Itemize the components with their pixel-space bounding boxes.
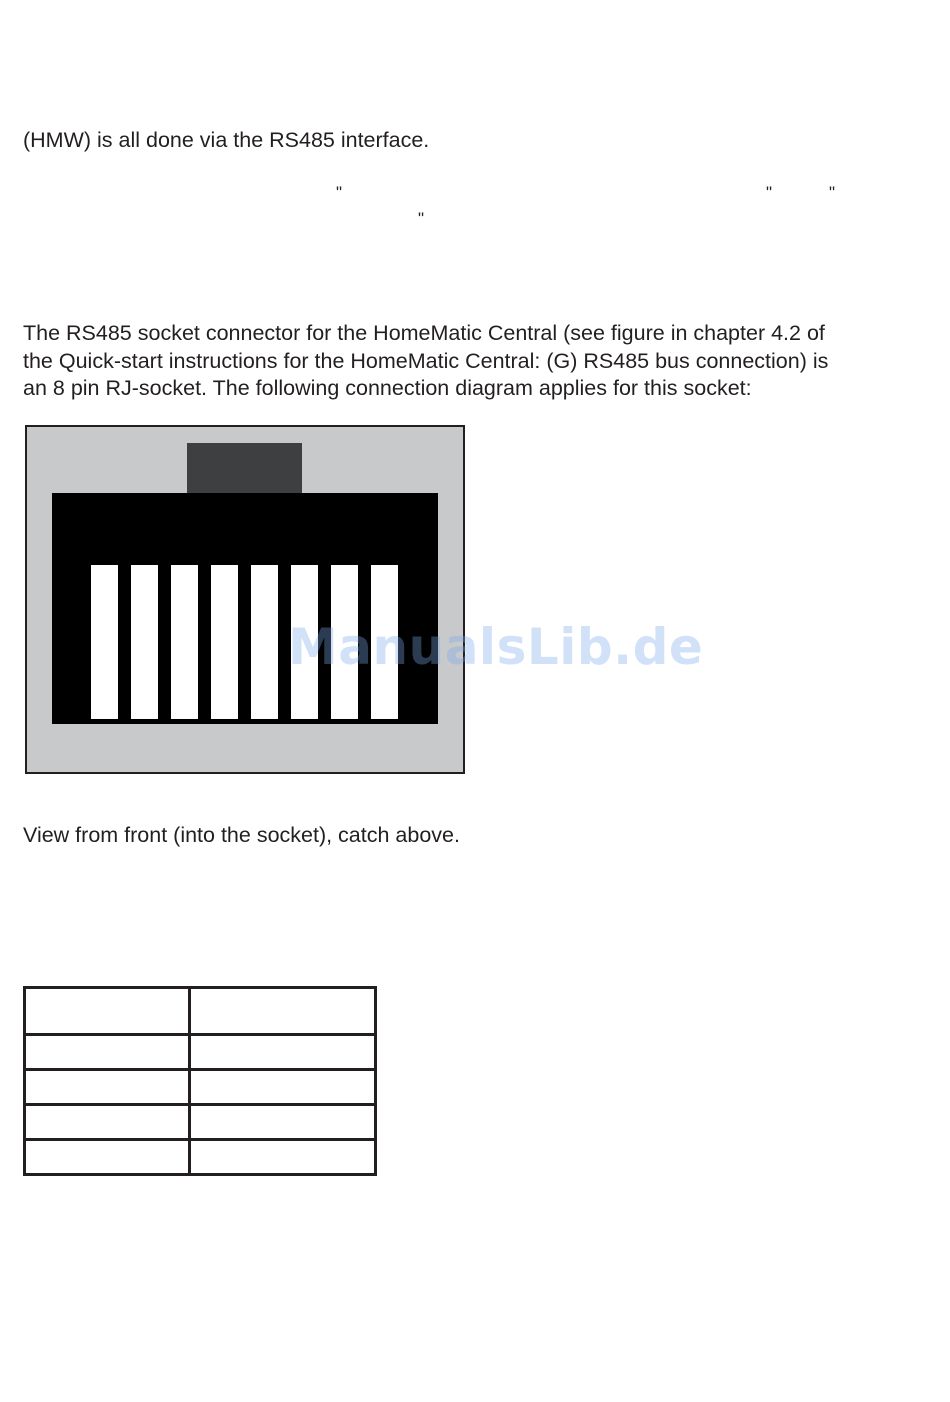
rj-socket-diagram bbox=[25, 425, 465, 774]
socket-catch bbox=[187, 443, 302, 495]
socket-pin-2 bbox=[131, 565, 158, 719]
quote-mark: " bbox=[336, 183, 343, 202]
watermark: ManualsLib.de bbox=[288, 618, 704, 676]
table-row bbox=[25, 1070, 376, 1105]
paragraph-line: the Quick-start instructions for the HomeMatic Central: (G) RS485 bus connection) is bbox=[23, 348, 829, 373]
socket-body bbox=[52, 493, 438, 724]
pin-assignment-table bbox=[23, 986, 377, 1176]
table-cell bbox=[25, 1140, 190, 1175]
quote-mark: " bbox=[829, 183, 836, 202]
table-header-row bbox=[25, 988, 376, 1035]
socket-pin-1 bbox=[91, 565, 118, 719]
quote-mark: " bbox=[418, 209, 425, 228]
intro-text: (HMW) is all done via the RS485 interface. bbox=[23, 128, 430, 152]
paragraph-line: an 8 pin RJ-socket. The following connection diagram applies for this socket: bbox=[23, 376, 752, 400]
table-row bbox=[25, 1105, 376, 1140]
table-row bbox=[25, 1035, 376, 1070]
table-cell bbox=[190, 1070, 376, 1105]
table-cell bbox=[190, 1140, 376, 1175]
table-header-cell bbox=[25, 988, 190, 1035]
socket-pin-5 bbox=[251, 565, 278, 719]
table-row bbox=[25, 1140, 376, 1175]
table-cell bbox=[190, 1105, 376, 1140]
figure-caption: View from front (into the socket), catch above. bbox=[23, 823, 460, 847]
table-header-cell bbox=[190, 988, 376, 1035]
table-cell bbox=[25, 1105, 190, 1140]
socket-pin-3 bbox=[171, 565, 198, 719]
paragraph-line: The RS485 socket connector for the HomeMatic Central (see figure in chapter 4.2 of bbox=[23, 321, 825, 345]
table-cell bbox=[190, 1035, 376, 1070]
table-cell bbox=[25, 1035, 190, 1070]
socket-description bbox=[23, 320, 933, 403]
table-cell bbox=[25, 1070, 190, 1105]
socket-pin-4 bbox=[211, 565, 238, 719]
quote-mark: " bbox=[766, 183, 773, 202]
